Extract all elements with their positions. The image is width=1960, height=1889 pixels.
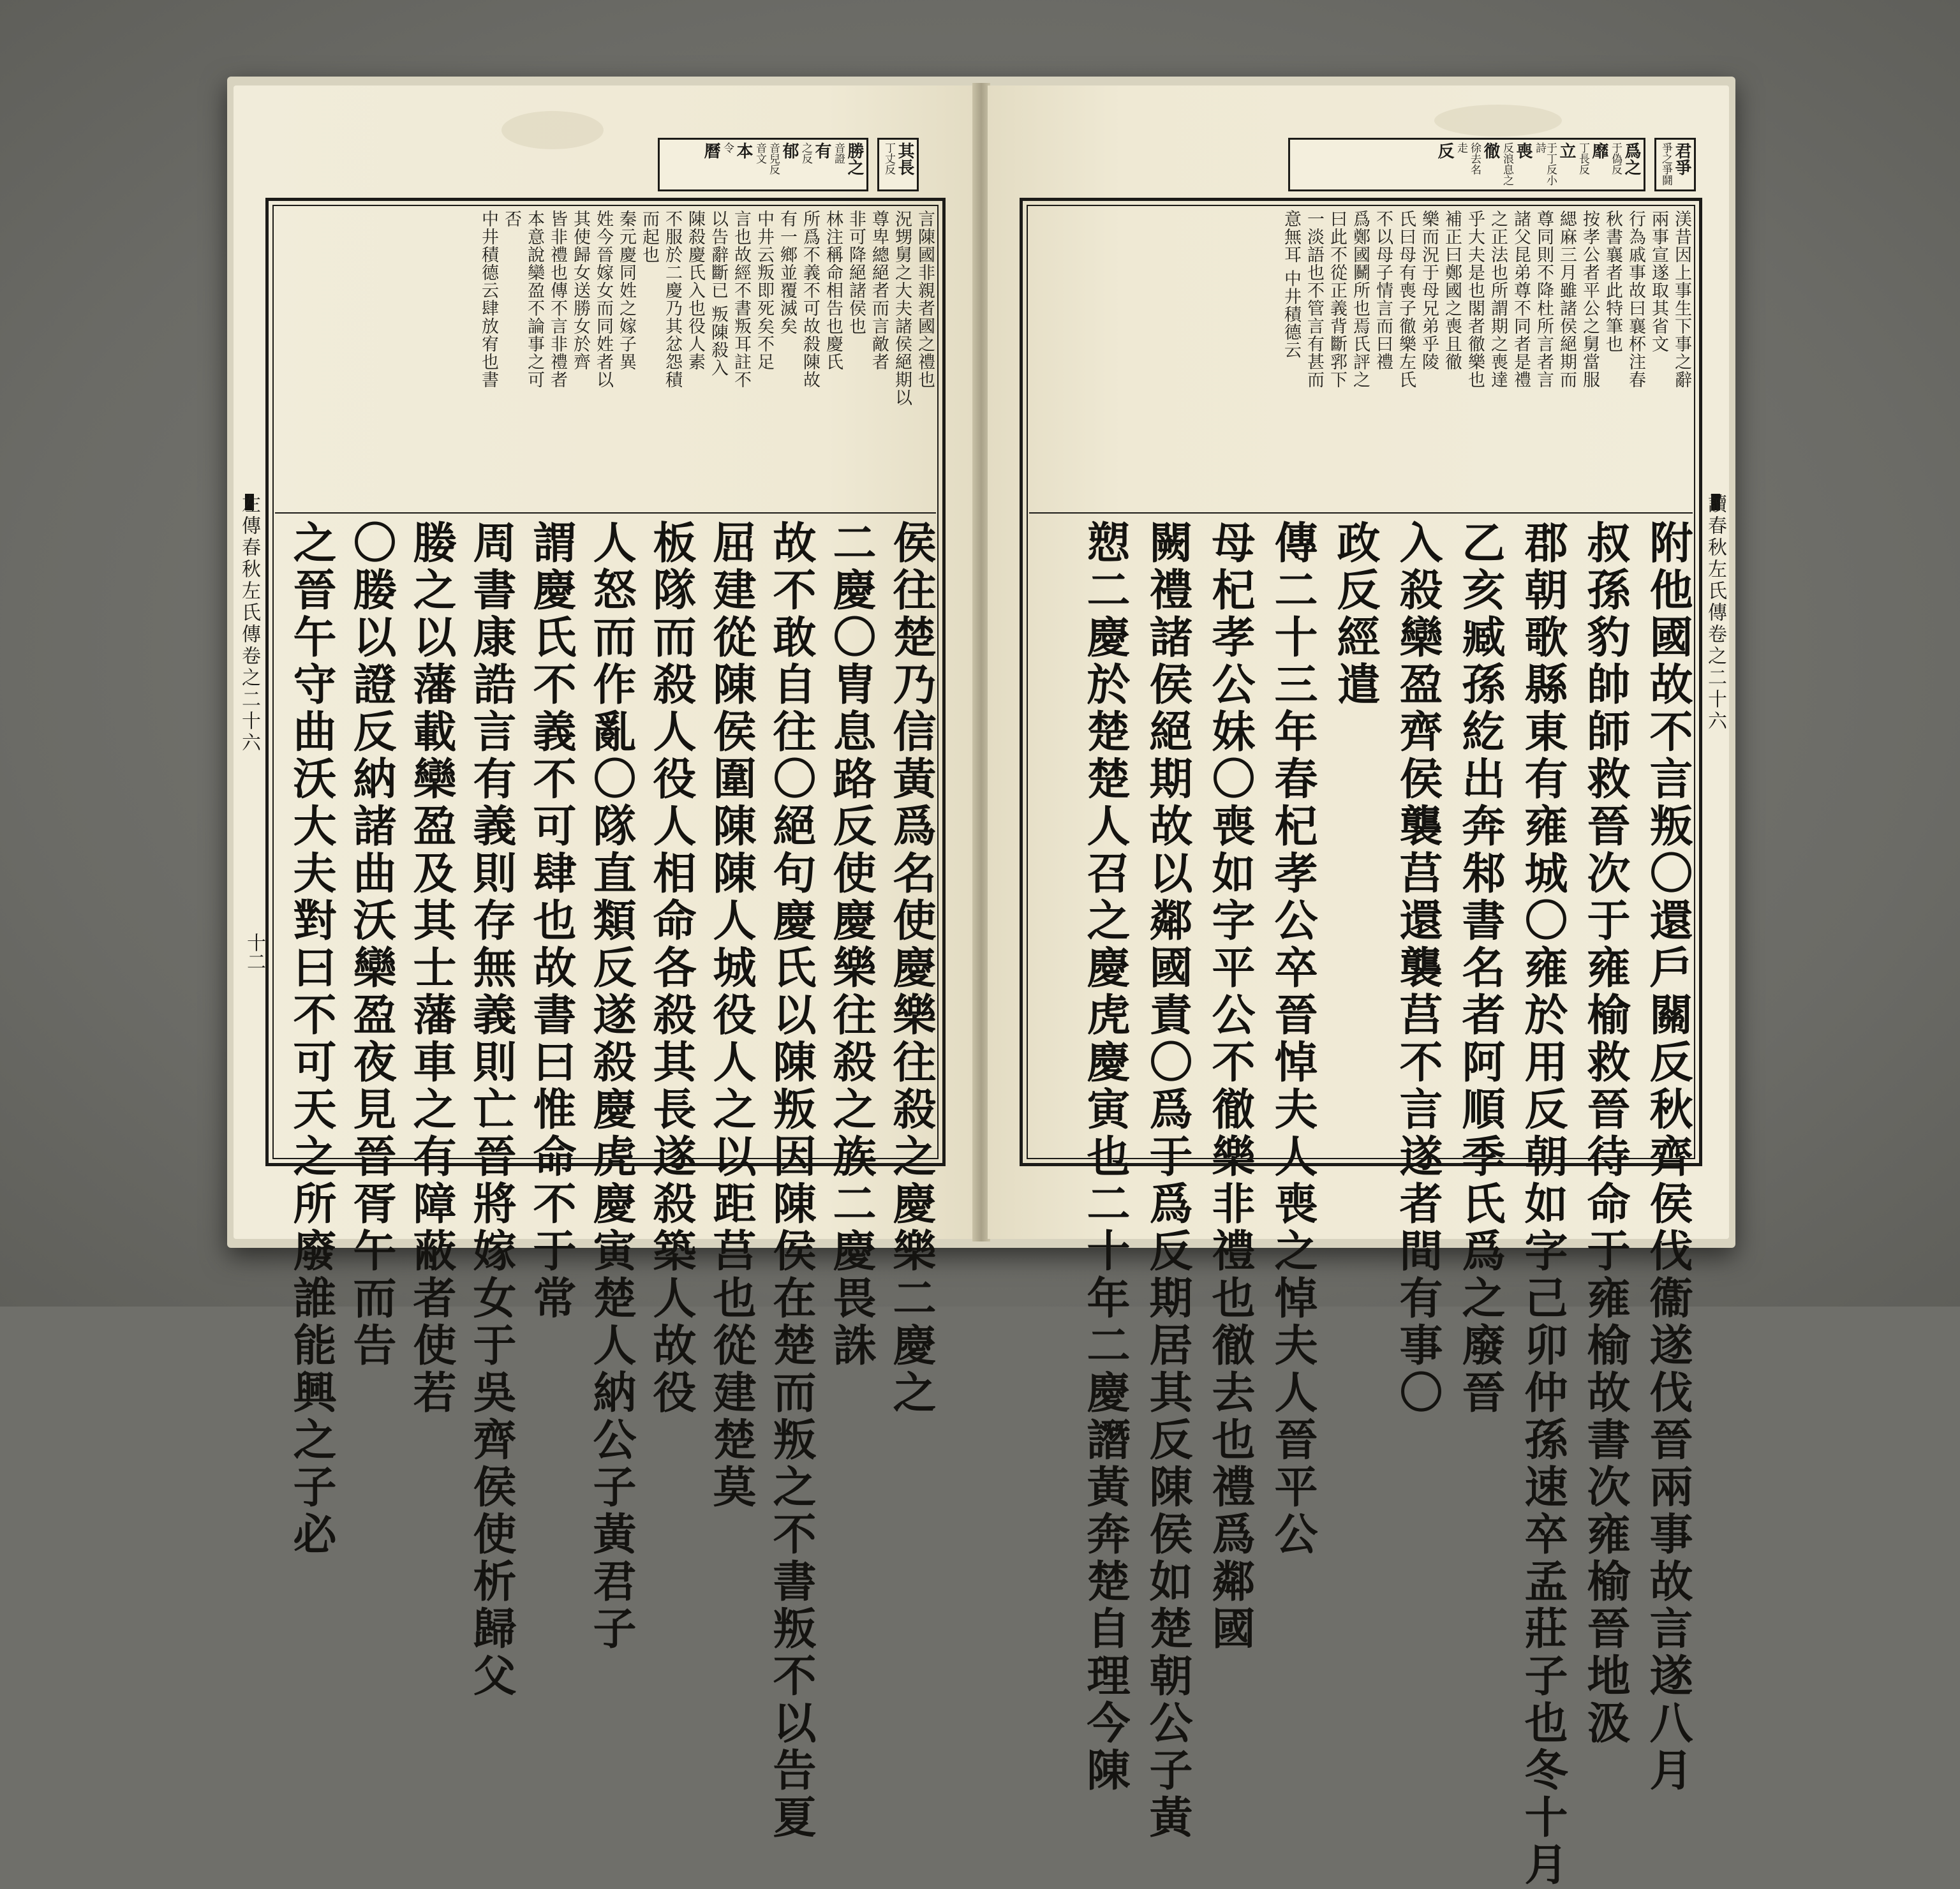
commentary-column: 中井積德云肆放宥也書 [479,210,498,389]
commentary-column: 秋書襄者此特筆也 [1603,210,1622,353]
main-text [278,520,937,1842]
text-column: 周書康誥言有義則存無義則亡晉將嫁女于吳齊侯使析歸父 [466,520,517,1700]
main-text [1032,520,1693,1889]
commentary-column: 按孝公者平公之舅當服 [1580,210,1600,389]
band-divider [275,512,936,514]
gloss-note: 丁長反 [1577,142,1589,175]
gloss-note: 丁丈反 [882,142,895,175]
gloss-note: 反浪息之 [1501,142,1513,186]
text-column: 闕禮諸侯絕期故以鄰國責〇爲于爲反期居其反陳侯如楚朝公子黃 [1142,520,1193,1842]
commentary-column: 渼昔因上事生下事之辭 [1672,210,1691,389]
gloss-head: 反 [1435,142,1454,159]
commentary-column: 意無耳 中井積德云 [1281,210,1301,359]
fore-edge-title: 讀春秋左氏傳卷之二十六 [1704,494,1726,732]
text-column: 謂慶氏不義不可肆也故書曰惟命不于常 [526,520,577,1322]
commentary-column: 秦元慶同姓之嫁子異 [616,210,636,371]
text-frame [1020,198,1702,1889]
commentary-column: 所爲不義不可故殺陳故 [800,210,820,389]
right-page [988,85,1729,1889]
text-column: 乙亥臧孫紇出奔邾書名者阿順季氏爲之廢晉 [1455,520,1506,1417]
left-gloss-strip [281,138,919,202]
commentary-column: 林注稱命相告也慶氏 [823,210,843,371]
commentary-column: 言也故經不書叛耳註不 [731,210,751,389]
commentary-column: 行為戚事故曰襄杯注春 [1626,210,1645,389]
commentary-column: 有一鄉並覆滅矣 [777,210,797,335]
gloss-box [658,138,868,191]
commentary-column: 乎大夫是也閣者徹樂也 [1465,210,1485,389]
gloss-head: 郁 [780,142,799,159]
text-column: 入殺欒盈齊侯襲莒還襲莒不言遂者間有事〇 [1392,520,1443,1417]
commentary-column: 否 [501,210,521,228]
gloss-note: 之反 [799,142,812,164]
gloss-head: 立 [1557,142,1576,159]
gloss-box [1288,138,1645,191]
text-frame [265,198,946,1842]
commentary-column: 氏曰母有喪子徹樂左氏 [1396,210,1416,389]
text-column: 人怒而作亂〇隊直類反遂殺慶虎慶寅楚人納公子黃君子 [586,520,637,1653]
commentary-column: 爲鄭國鬭所也焉氏評之 [1350,210,1370,389]
gloss-box [1654,138,1696,191]
commentary-column: 不服於二慶乃其忿怨積 [662,210,682,389]
gloss-head: 有 [812,142,831,159]
text-column: 郡朝歌縣東有雍城〇雍於用反朝如字己卯仲孫速卒孟莊子也冬十月 [1517,520,1568,1889]
commentary-column: 而起也 [639,210,659,263]
gloss-note: 音文 [754,142,766,164]
paper-stain [1434,105,1562,137]
commentary-column: 之正法也所謂期之喪達 [1488,210,1508,389]
text-column: 傳二十三年春杞孝公卒晉悼夫人喪之悼夫人晉平公 [1267,520,1318,1559]
gloss-head: 徹 [1481,142,1500,159]
gloss-note: 于偽反 [1609,142,1622,175]
gloss-head: 靡 [1589,142,1608,159]
text-column: 板隊而殺人役人相命各殺其長遂殺築人故役 [646,520,697,1417]
text-column: 叔孫豹帥師救晉次于雍榆救晉待命于雍榆故書次雍榆晉地汲 [1580,520,1631,1747]
gloss-note: 音證 [832,142,845,164]
gloss-head: 本 [734,142,753,159]
gloss-box [877,138,919,191]
text-column: 母杞孝公妹〇喪如字平公不徹樂非禮也徹去也禮爲鄰國 [1205,520,1256,1653]
text-column: 附他國故不言叛〇還戶關反秋齊侯伐衞遂伐晉兩事故言遂八月 [1642,520,1693,1795]
gloss-head: 其長 [895,142,914,175]
gloss-note: 徐去名 [1468,142,1481,175]
commentary-column: 一淡語也不管言有甚而 [1304,210,1324,389]
text-column: 愬二慶於楚楚人召之慶虎慶寅也二十年二慶譖黃奔楚自理今陳 [1080,520,1131,1795]
commentary-column: 況甥舅之大夫諸侯絕期以 [892,210,912,406]
gloss-note: 于丁反小詩 [1533,142,1557,186]
commentary-column: 中井云叛即死矣不足 [754,210,774,371]
gloss-head: 曆 [701,142,720,159]
gloss-note: 令 [721,142,734,153]
band-divider [1029,512,1693,514]
text-column: 屈建從陳侯圍陳陳人城役人之以距莒也從建楚莫 [706,520,757,1511]
left-page [234,85,975,1842]
commentary-column: 兩事宣遂取其省文 [1649,210,1668,353]
gloss-note: 音兒反 [767,142,780,175]
commentary-column: 皆非禮也傳不言非禮者 [547,210,567,389]
commentary-column: 諸父昆弟尊不同者是禮 [1511,210,1531,389]
text-column: 侯往楚乃信黃爲名使慶樂往殺之慶樂二慶之 [886,520,937,1417]
commentary-column: 其使歸女送勝女於齊 [570,210,590,371]
commentary-column: 尊同則不降杜所言者言 [1534,210,1554,389]
gloss-head: 勝之 [845,142,864,175]
text-column: 二慶〇胄息路反使慶樂往殺之族二慶畏誅 [826,520,877,1370]
gloss-head: 喪 [1513,142,1533,159]
gloss-head: 君爭 [1672,142,1691,175]
commentary-column: 不以母子情言而曰禮 [1373,210,1393,371]
text-column: 故不敢自往〇絕句慶氏以陳叛因陳侯在楚而叛之不書叛不以告夏 [766,520,817,1842]
commentary-column: 陳殺慶氏入也役人素 [685,210,705,371]
open-book [227,77,1735,1889]
text-column: 之晉午守曲沃大夫對曰不可天之所廢誰能興之子必 [286,520,337,1559]
commentary-column: 非可降絕諸侯也 [846,210,866,335]
folio-number: 十二 [243,933,265,971]
commentary-column: 緦麻三月雖諸侯絕期而 [1557,210,1577,389]
gloss-head: 爲之 [1622,142,1641,175]
commentary-column: 言陳國非親者國之禮也 [915,210,935,389]
commentary-column: 本意說欒盈不論事之可 [524,210,544,389]
commentary-column: 尊卑總絕者而言敵者 [869,210,889,371]
commentary-band [278,210,933,510]
commentary-column: 姓今晉嫁女而同姓者以 [593,210,613,389]
gloss-note: 走 [1455,142,1467,153]
text-column: 〇媵以證反納諸曲沃欒盈夜見晉胥午而告 [346,520,397,1370]
commentary-column: 以告辭斷已 叛陳殺入 [708,210,728,377]
commentary-band [1032,210,1690,510]
gloss-note: 爭之爭鬪 [1659,142,1672,186]
commentary-column: 樂而況于母兄弟乎陵 [1419,210,1439,371]
commentary-column: 曰此不從正義背斷郛下 [1327,210,1347,389]
right-gloss-strip [1045,138,1696,202]
fore-edge-title: 左傳春秋左氏傳卷之二十六 [238,494,260,754]
text-column: 政反經遣 [1330,520,1381,709]
text-column: 媵之以藩載欒盈及其士藩車之有障蔽者使若 [406,520,457,1417]
commentary-column: 補正曰鄭國之喪且徹 [1442,210,1462,371]
